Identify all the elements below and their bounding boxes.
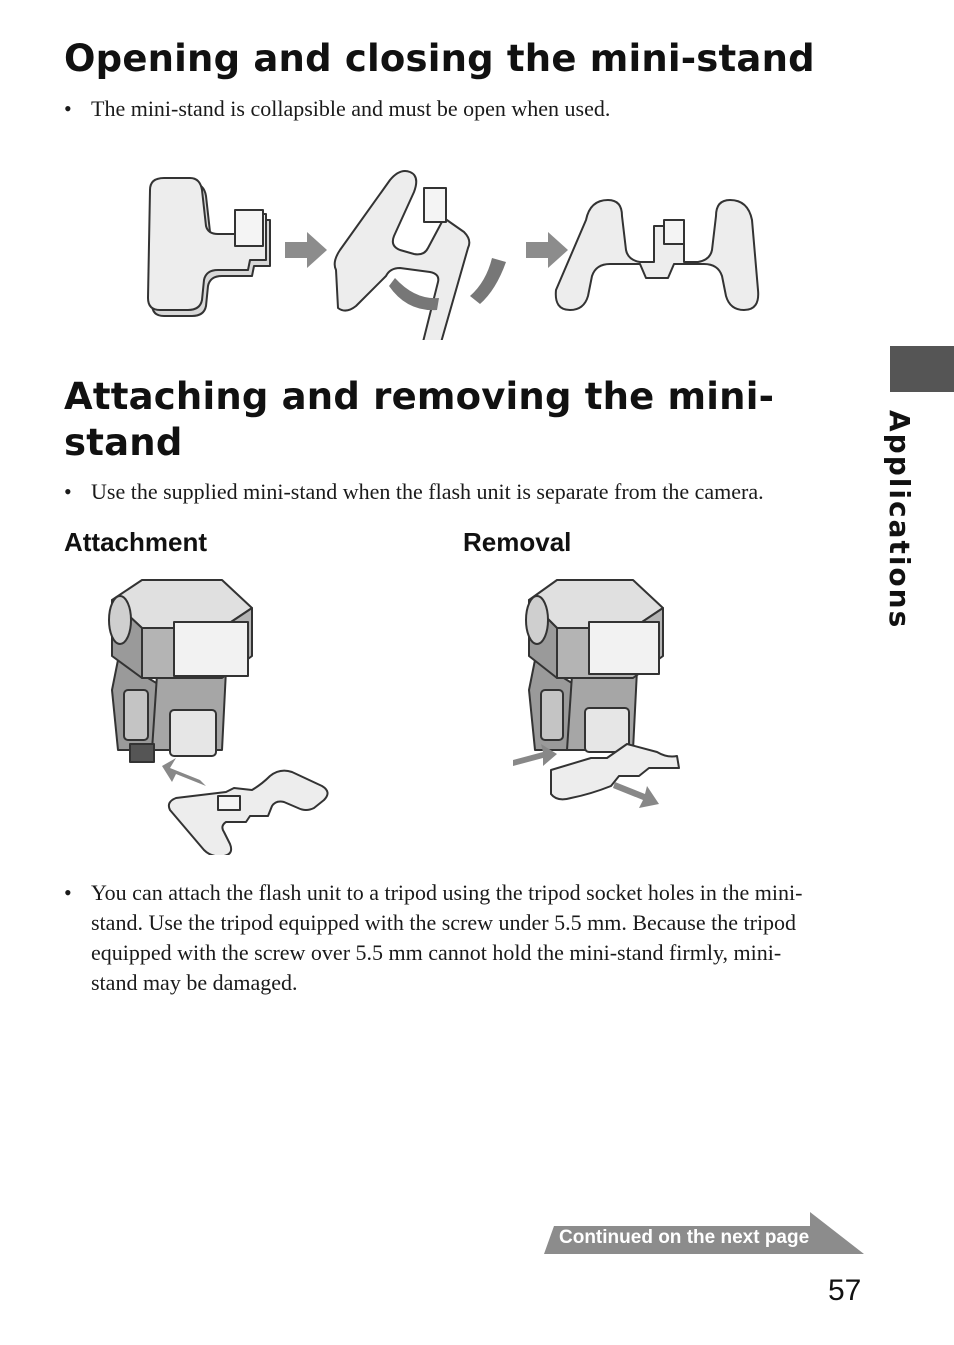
section-title-attaching-line1: Attaching and removing the mini- <box>64 375 775 418</box>
ministand-open-illustration <box>140 160 790 340</box>
bullet-tripod-note <box>64 878 864 998</box>
rotate-arrow-right <box>470 258 506 304</box>
attach-arrow <box>162 758 206 786</box>
note-line-4: stand may be damaged. <box>91 970 298 995</box>
note-line-1: You can attach the flash unit to a tripod using the tripod socket holes in the mini- <box>91 880 803 905</box>
bullet-use-supplied <box>64 477 864 507</box>
flash-removal-illustration <box>505 570 685 810</box>
subheading-attachment: Attachment <box>64 527 208 557</box>
page-number: 57 <box>828 1274 862 1307</box>
arrow-right-1 <box>285 232 327 268</box>
arrow-right-2 <box>526 232 568 268</box>
bullet-collapsible <box>64 94 844 124</box>
chapter-side-label <box>883 410 926 630</box>
bullet-text: Use the supplied mini-stand when the flash unit is separate from the camera. <box>91 479 764 504</box>
note-line-2: stand. Use the tripod equipped with the screw under 5.5 mm. Because the tripod <box>91 910 797 935</box>
bullet-text: The mini-stand is collapsible and must be open when used. <box>91 96 611 121</box>
continued-banner <box>544 1212 864 1256</box>
bullet-symbol: • <box>64 479 72 504</box>
bullet-symbol: • <box>64 880 72 905</box>
chapter-tab-marker <box>890 346 954 392</box>
section-title-attaching-line2: stand <box>64 421 183 464</box>
note-line-3: equipped with the screw over 5.5 mm cannot hold the mini-stand firmly, mini- <box>91 940 782 965</box>
continued-text: Continued on the next page <box>559 1227 810 1248</box>
bullet-symbol: • <box>64 96 72 121</box>
removal-arrow-out <box>613 782 659 808</box>
chapter-label-text: Applications <box>883 410 916 630</box>
rotate-arrow-left <box>389 278 439 310</box>
flash-attachment-illustration <box>100 570 340 855</box>
section-title-opening: Opening and closing the mini-stand <box>64 37 815 80</box>
subheading-removal: Removal <box>463 527 572 557</box>
